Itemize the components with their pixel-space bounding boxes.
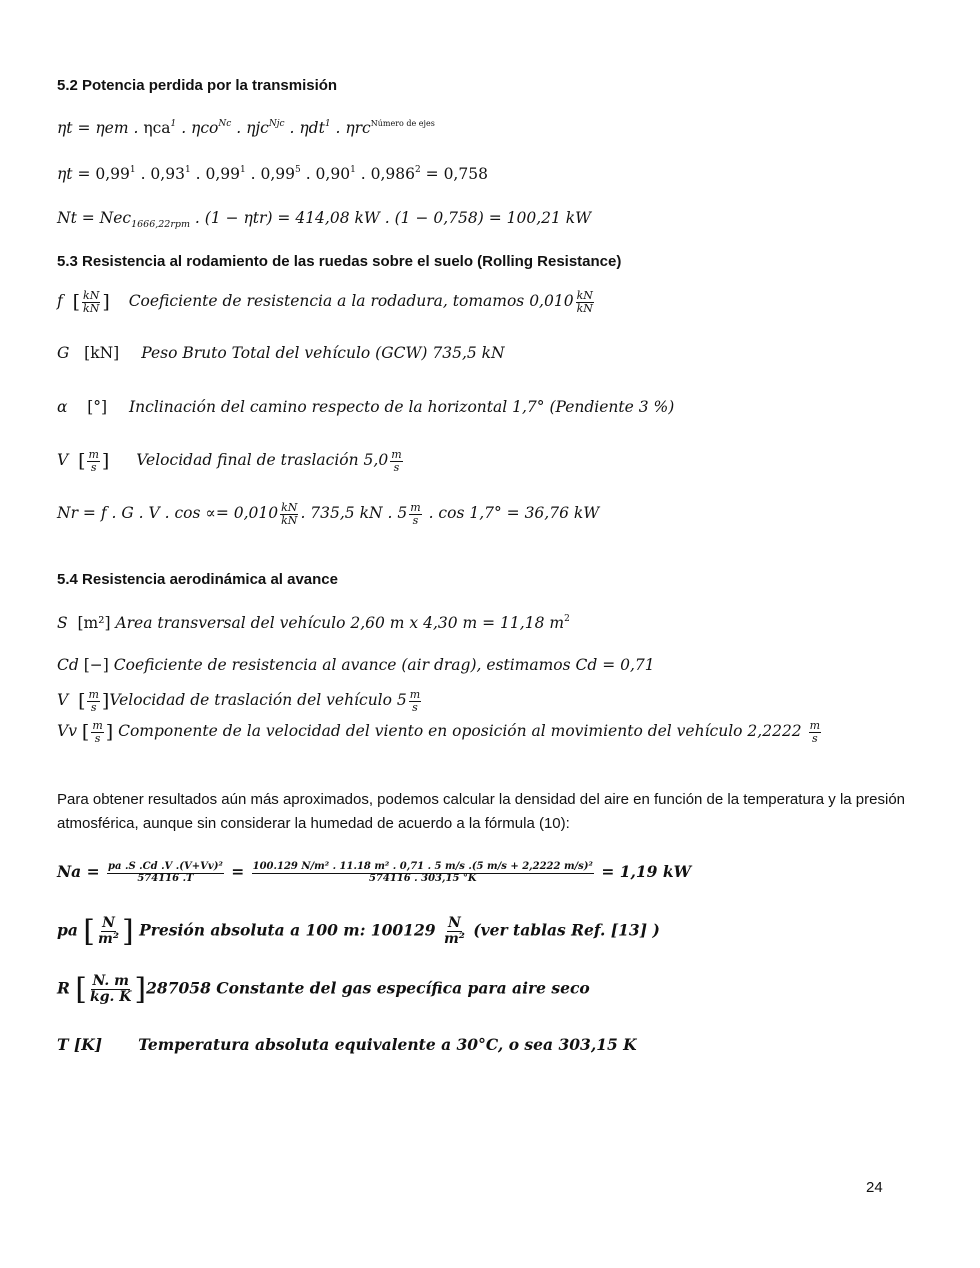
page-number: 24	[866, 1179, 883, 1196]
section-5-4-title: 5.4 Resistencia aerodinámica al avance	[57, 571, 338, 588]
eq-nt: Nt = Nec$_{1666,22rpm}$ . (1 − ηtr) = 414,08 kW . (1 − 0,758) = 100,21 kW	[57, 209, 592, 230]
var-f: f [ $\frac{kN}{kN}$ ] Coeficiente de resistencia a la rodadura, tomamos 0,010 $\frac{kN}{kN}$	[57, 289, 593, 315]
eq-eta-total-formula: ηt = ηem . ηca$^1$ . ηco$^{Nc}$ . ηjc$^{Njc}$ . ηdt$^1$ . ηrc$^{Número de ejes}$	[57, 119, 435, 137]
section-5-3-title: 5.3 Resistencia al rodamiento de las ruedas sobre el suelo (Rolling Resistance)	[57, 253, 622, 270]
eq-na: Na = $\frac{\text{pa .S .Cd .V .(V+Vv)²}}{574116 .T}$ = 100.129 N/m² . 11.18 m² . 0,71 . 5 m/s .(5 m/s + 2,2222 m/s)² 574116 . 303,15 °K = 1,19 kW	[57, 861, 692, 884]
section-5-2-title: 5.2 Potencia perdida por la transmisión	[57, 77, 338, 94]
var-g: G [kN] Peso Bruto Total del vehículo (GCW) 735,5 kN	[57, 344, 505, 362]
eq-eta-total-values: ηt = 0,99$^1$ . 0,93$^1$ . 0,99$^1$ . 0,99$^5$ . 0,90$^1$ . 0,986$^2$ = 0,758	[57, 165, 488, 183]
var-s: S [m²] Area transversal del vehículo 2,60 m x 4,30 m = 11,18 $m^2$	[57, 614, 570, 632]
var-vv: Vv [ $\frac{m}{s}$ ] Componente de la velocidad del viento en oposición al movimiento del vehículo 2,2222 $\frac{m}{s}$	[57, 719, 821, 745]
var-v-traslacion: V [ $\frac{m}{s}$ ]Velocidad de traslación del vehículo 5 $\frac{m}{s}$	[57, 688, 421, 714]
paragraph-density: Para obtener resultados aún más aproximados, podemos calcular la densidad del aire en función de la temperatura y la presión atmosférica, aunque sin considerar la humedad de acuerdo a la fórmula (10):	[57, 791, 905, 832]
var-alpha: α [°] Inclinación del camino respecto de la horizontal 1,7° (Pendiente 3 %)	[57, 398, 675, 416]
eq-nr: Nr = f . G . V . cos ∝= 0,010 $\frac{kN}{kN}$ . 735,5 kN . 5 $\frac{m}{s}$ . cos 1,7° = 36,76 kW	[57, 501, 600, 527]
var-v-final: V [ $\frac{m}{s}$ ] Velocidad final de traslación 5,0 $\frac{m}{s}$	[57, 448, 402, 474]
var-r: R [ $\frac{N. m}{kg. K}$ ]287058 Constante del gas específica para aire seco	[57, 972, 590, 1007]
var-pa: pa [ $\frac{N}{\text{m²}}$ ] Presión absoluta a 100 m: 100129 $\frac{N}{\text{m²}}$ (ver tablas Ref. [13] )	[57, 914, 660, 949]
var-cd: Cd [−] Coeficiente de resistencia al avance (air drag), estimamos Cd = 0,71	[57, 656, 655, 674]
var-t: T [K] Temperatura absoluta equivalente a 30°C, o sea 303,15 K	[57, 1035, 637, 1054]
